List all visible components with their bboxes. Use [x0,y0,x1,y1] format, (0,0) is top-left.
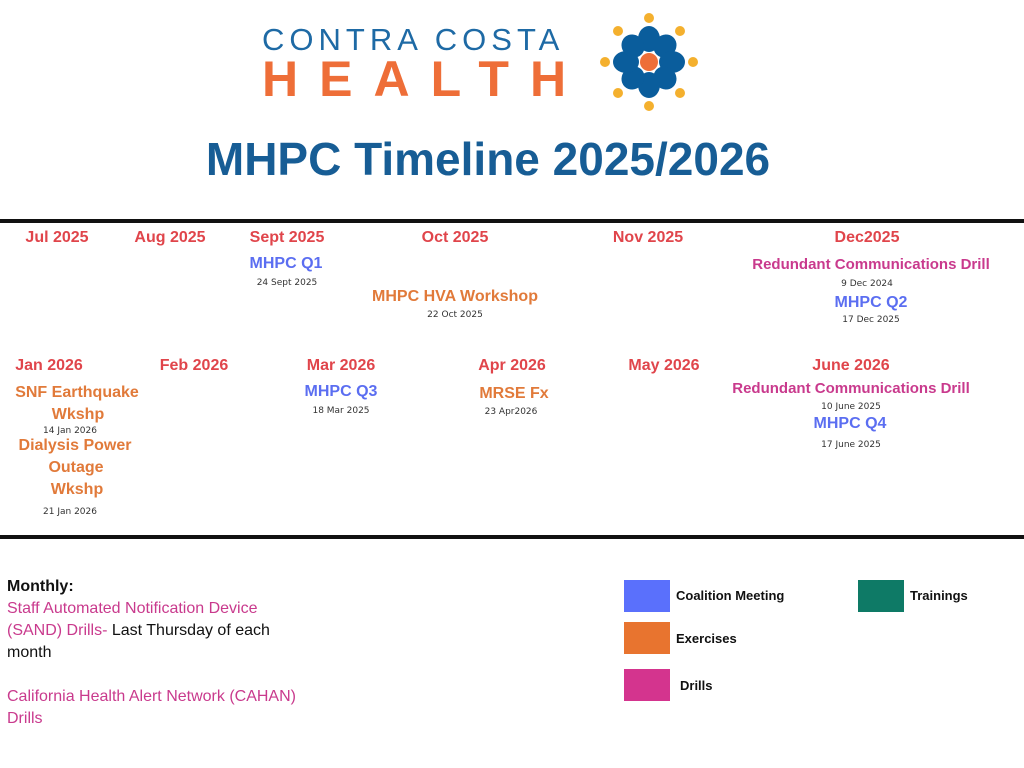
month-sep-2025: Sept 2025 [249,229,325,246]
event-jun-redundant-comm-drill-date: 10 June 2025 [821,402,881,412]
sand-line1: Staff Automated Notification Device [7,600,258,617]
month-oct-2025: Oct 2025 [421,229,489,246]
event-hva-workshop: MHPC HVA Workshop [372,288,538,305]
page-title: MHPC Timeline 2025/2026 [205,133,771,185]
event-mhpc-q2: MHPC Q2 [834,294,908,311]
flower-logo-icon [582,0,718,130]
sand-schedule: Last Thursday of each [107,622,270,639]
event-jun-redundant-comm-drill: Redundant Communications Drill [732,380,970,397]
sand-line3: month [7,644,52,661]
event-dialysis-line2: Outage [48,459,104,476]
legend-swatch-trainings [858,580,904,612]
timeline-bottom-divider [0,535,1024,539]
event-mhpc-q1: MHPC Q1 [249,255,323,272]
legend-swatch-coalition [624,580,670,612]
cahan-line2: Drills [7,710,43,727]
event-mhpc-q3: MHPC Q3 [304,383,378,400]
legend-label-coalition: Coalition Meeting [676,588,785,603]
month-jan-2026: Jan 2026 [15,357,83,374]
cahan-line1: California Health Alert Network (CAHAN) [7,688,296,705]
event-mrse-fx: MRSE Fx [479,385,549,402]
event-dialysis-line3: Wkshp [50,481,104,498]
month-feb-2026: Feb 2026 [159,357,229,374]
event-dialysis-line1: Dialysis Power [18,437,132,454]
event-snf-earthquake-line1: SNF Earthquake [15,384,139,401]
legend-swatch-exercises [624,622,670,654]
event-hva-workshop-date: 22 Oct 2025 [427,310,483,320]
timeline-top-divider [0,219,1024,223]
event-dec-redundant-comm-drill: Redundant Communications Drill [752,256,990,273]
sand-line2 [7,620,347,642]
event-mhpc-q4: MHPC Q4 [813,415,887,432]
month-may-2026: May 2026 [628,357,700,374]
month-jun-2026: June 2026 [812,357,890,374]
logo-health: HEALTH [262,51,588,107]
event-snf-earthquake-line2: Wkshp [51,406,105,423]
month-nov-2025: Nov 2025 [612,229,684,246]
month-aug-2025: Aug 2025 [134,229,206,246]
event-dialysis-date: 21 Jan 2026 [43,507,97,517]
event-mhpc-q1-date: 24 Sept 2025 [256,278,318,288]
monthly-heading: Monthly: [7,578,74,595]
legend-swatch-drills [624,669,670,701]
month-mar-2026: Mar 2026 [306,357,376,374]
month-jul-2025: Jul 2025 [25,229,89,246]
event-mhpc-q2-date: 17 Dec 2025 [842,315,900,325]
legend-label-drills: Drills [680,678,713,693]
event-snf-earthquake-date: 14 Jan 2026 [43,426,97,436]
legend-label-exercises: Exercises [676,631,737,646]
sand-label: (SAND) Drills- [7,622,108,639]
month-apr-2026: Apr 2026 [478,357,546,374]
legend-label-trainings: Trainings [910,588,968,603]
month-dec-2025: Dec2025 [834,229,900,246]
event-mrse-fx-date: 23 Apr2026 [484,407,538,417]
event-mhpc-q4-date: 17 June 2025 [821,440,881,450]
event-dec-redundant-comm-drill-date: 9 Dec 2024 [841,279,893,289]
monthly-notes [7,576,347,730]
logo-contra-costa: CONTRA COSTA [262,22,565,57]
event-mhpc-q3-date: 18 Mar 2025 [312,406,370,416]
